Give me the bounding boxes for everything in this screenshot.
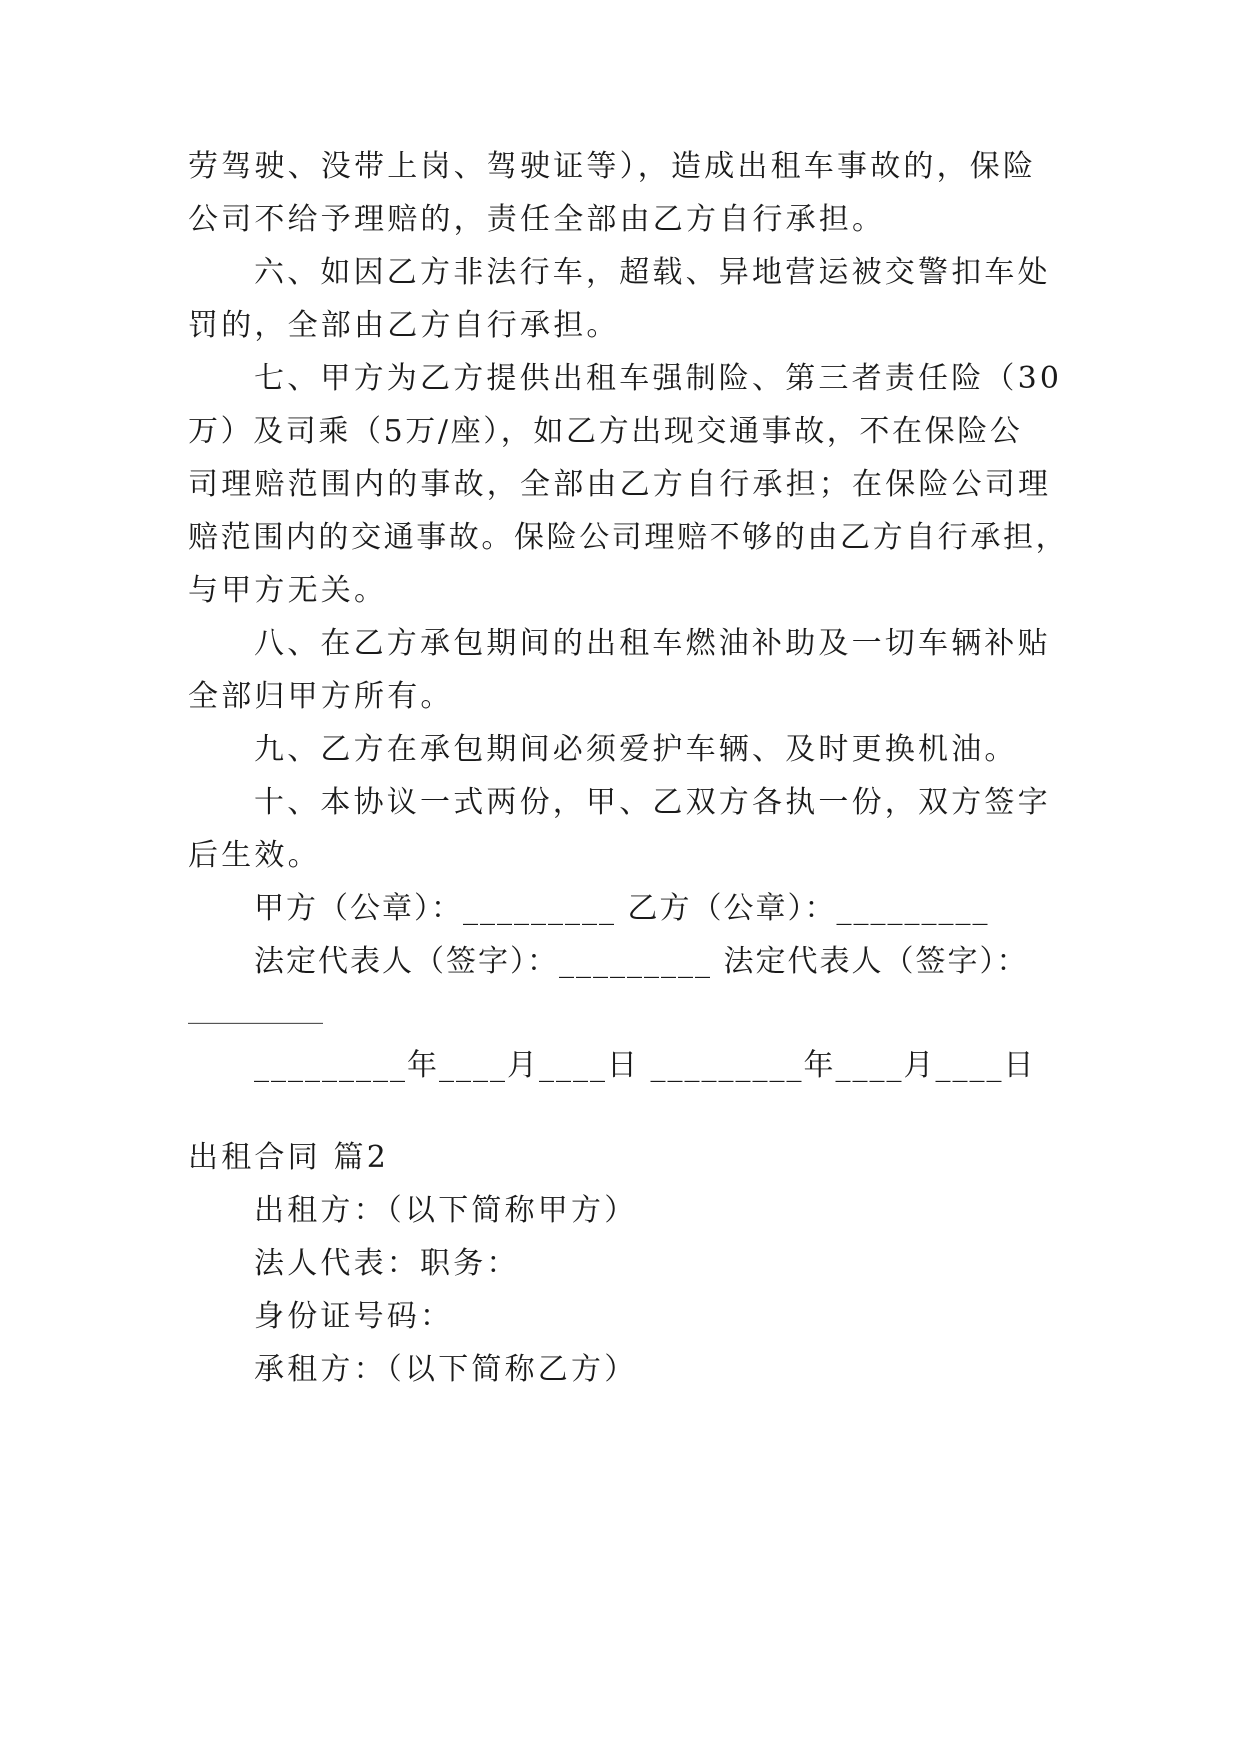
paragraph-line: 与甲方无关。 [188, 573, 388, 608]
paragraph-line: 万）及司乘（5万/座），如乙方出现交通事故，不在保险公 [188, 414, 1023, 449]
paragraph-line: 罚的，全部由乙方自行承担。 [188, 308, 620, 343]
signature-date-line: _________年____月____日 _________年____月____日 [254, 1048, 1036, 1083]
clause-six: 六、如因乙方非法行车，超载、异地营运被交警扣车处 [254, 255, 1051, 290]
signature-representative-line: 法定代表人（签字）：_________ 法定代表人（签字）： [254, 944, 1029, 979]
clause-ten: 十、本协议一式两份，甲、乙双方各执一份，双方签字 [254, 785, 1051, 820]
paragraph-line: 劳驾驶、没带上岗、驾驶证等），造成出租车事故的，保险 [188, 149, 1037, 184]
paragraph-line: 赔范围内的交通事故。保险公司理赔不够的由乙方自行承担， [188, 520, 1069, 555]
paragraph-line: 司理赔范围内的事故，全部由乙方自行承担；在保险公司理 [188, 467, 1052, 502]
lessor-line: 出租方：（以下简称甲方） [254, 1193, 638, 1228]
clause-seven: 七、甲方为乙方提供出租车强制险、第三者责任险（30 [254, 361, 1063, 396]
paragraph-line: 公司不给予理赔的，责任全部由乙方自行承担。 [188, 202, 886, 237]
clause-nine: 九、乙方在承包期间必须爱护车辆、及时更换机油。 [254, 732, 1018, 767]
clause-eight: 八、在乙方承包期间的出租车燃油补助及一切车辆补贴 [254, 626, 1051, 661]
legal-representative-line: 法人代表：职务： [254, 1246, 520, 1281]
signature-blank: _________ [188, 990, 323, 1025]
id-number-line: 身份证号码： [254, 1299, 454, 1334]
lessee-line: 承租方：（以下简称乙方） [254, 1352, 638, 1387]
paragraph-line: 后生效。 [188, 838, 321, 873]
paragraph-line: 全部归甲方所有。 [188, 679, 454, 714]
signature-seal-line: 甲方（公章）：_________ 乙方（公章）：_________ [254, 891, 990, 926]
section-title: 出租合同 篇2 [188, 1140, 390, 1175]
